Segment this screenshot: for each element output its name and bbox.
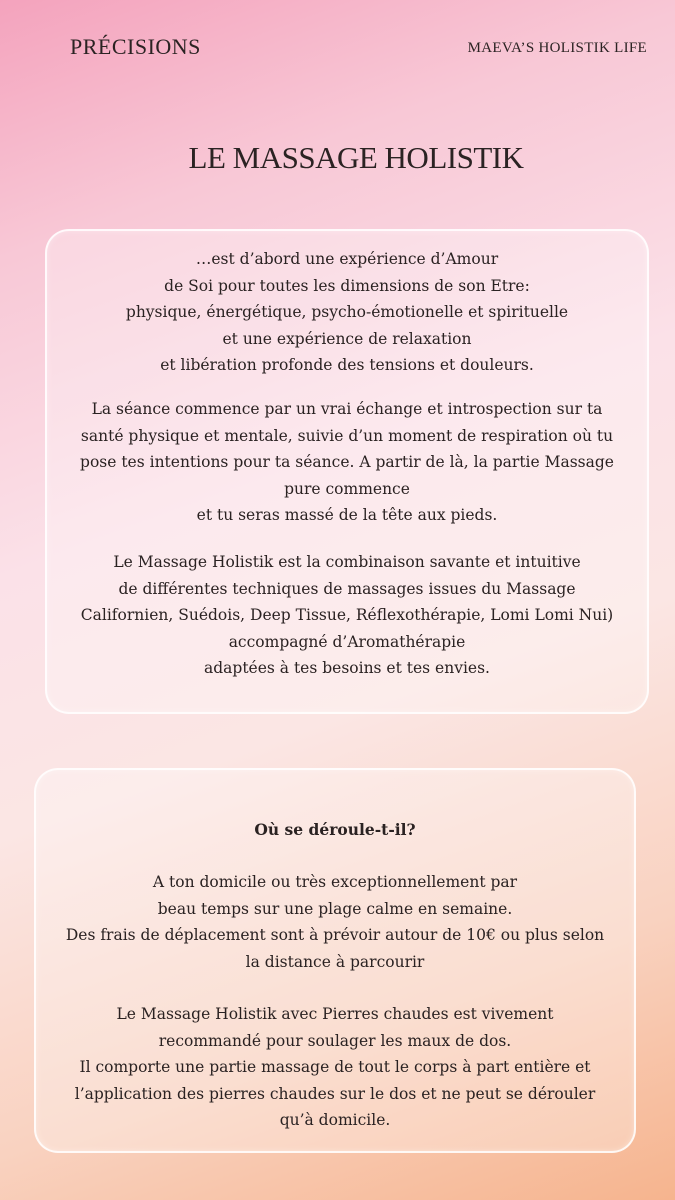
text-line: Il comporte une partie massage de tout le corps à part entière et	[79, 1058, 591, 1076]
text-line: adaptées à tes besoins et tes envies.	[204, 659, 490, 677]
text-line: physique, énergétique, psycho-émotionelle et spirituelle	[125, 303, 569, 321]
text-line: pose tes intentions pour ta séance. A partir de là, la partie Massage	[80, 453, 614, 471]
text-line: et tu seras massé de la tête aux pieds.	[196, 506, 498, 524]
text-line: Californien, Suédois, Deep Tissue, Réflexothérapie, Lomi Lomi Nui)	[80, 606, 614, 624]
session-paragraph	[47, 396, 647, 529]
text-line: beau temps sur une plage calme en semaine.	[157, 899, 513, 918]
description-card	[45, 229, 649, 714]
text-line: de différentes techniques de massages issues du Massage	[118, 579, 576, 598]
text-line: accompagné d’Aromathérapie	[228, 632, 466, 651]
location-heading	[36, 817, 634, 844]
intro-paragraph	[47, 246, 647, 379]
location-paragraph	[36, 869, 634, 975]
text-line: A ton domicile ou très exceptionnellement par	[152, 873, 518, 891]
text-line: La séance commence par un vrai échange et introspection sur ta	[91, 400, 603, 418]
text-line: …est d’abord une expérience d’Amour	[195, 250, 499, 268]
text-line: l’application des pierres chaudes sur le dos et ne peut se dérouler	[74, 1084, 596, 1103]
text-line: santé physique et mentale, suivie d’un moment de respiration où tu	[80, 426, 614, 445]
location-card	[34, 768, 636, 1153]
heading-text: Où se déroule-t-il?	[254, 820, 416, 839]
text-line: recommandé pour soulager les maux de dos.	[158, 1031, 512, 1050]
text-line: pure commence	[284, 479, 410, 498]
text-line: de Soi pour toutes les dimensions de son Etre:	[164, 276, 530, 295]
brand-name: MAEVA’S HOLISTIK LIFE	[467, 40, 647, 56]
page-title: LE MASSAGE HOLISTIK	[188, 140, 524, 175]
text-line: Des frais de déplacement sont à prévoir autour de 10€ ou plus selon	[65, 926, 605, 944]
text-line: Le Massage Holistik avec Pierres chaudes est vivement	[116, 1005, 554, 1023]
text-line: et une expérience de relaxation	[222, 329, 472, 348]
techniques-paragraph	[47, 549, 647, 682]
text-line: la distance à parcourir	[245, 952, 425, 971]
section-label: PRÉCISIONS	[70, 34, 201, 59]
text-line: qu’à domicile.	[279, 1111, 391, 1129]
text-line: et libération profonde des tensions et douleurs.	[160, 356, 534, 374]
text-line: Le Massage Holistik est la combinaison savante et intuitive	[113, 553, 581, 571]
hot-stones-paragraph	[36, 1001, 634, 1134]
